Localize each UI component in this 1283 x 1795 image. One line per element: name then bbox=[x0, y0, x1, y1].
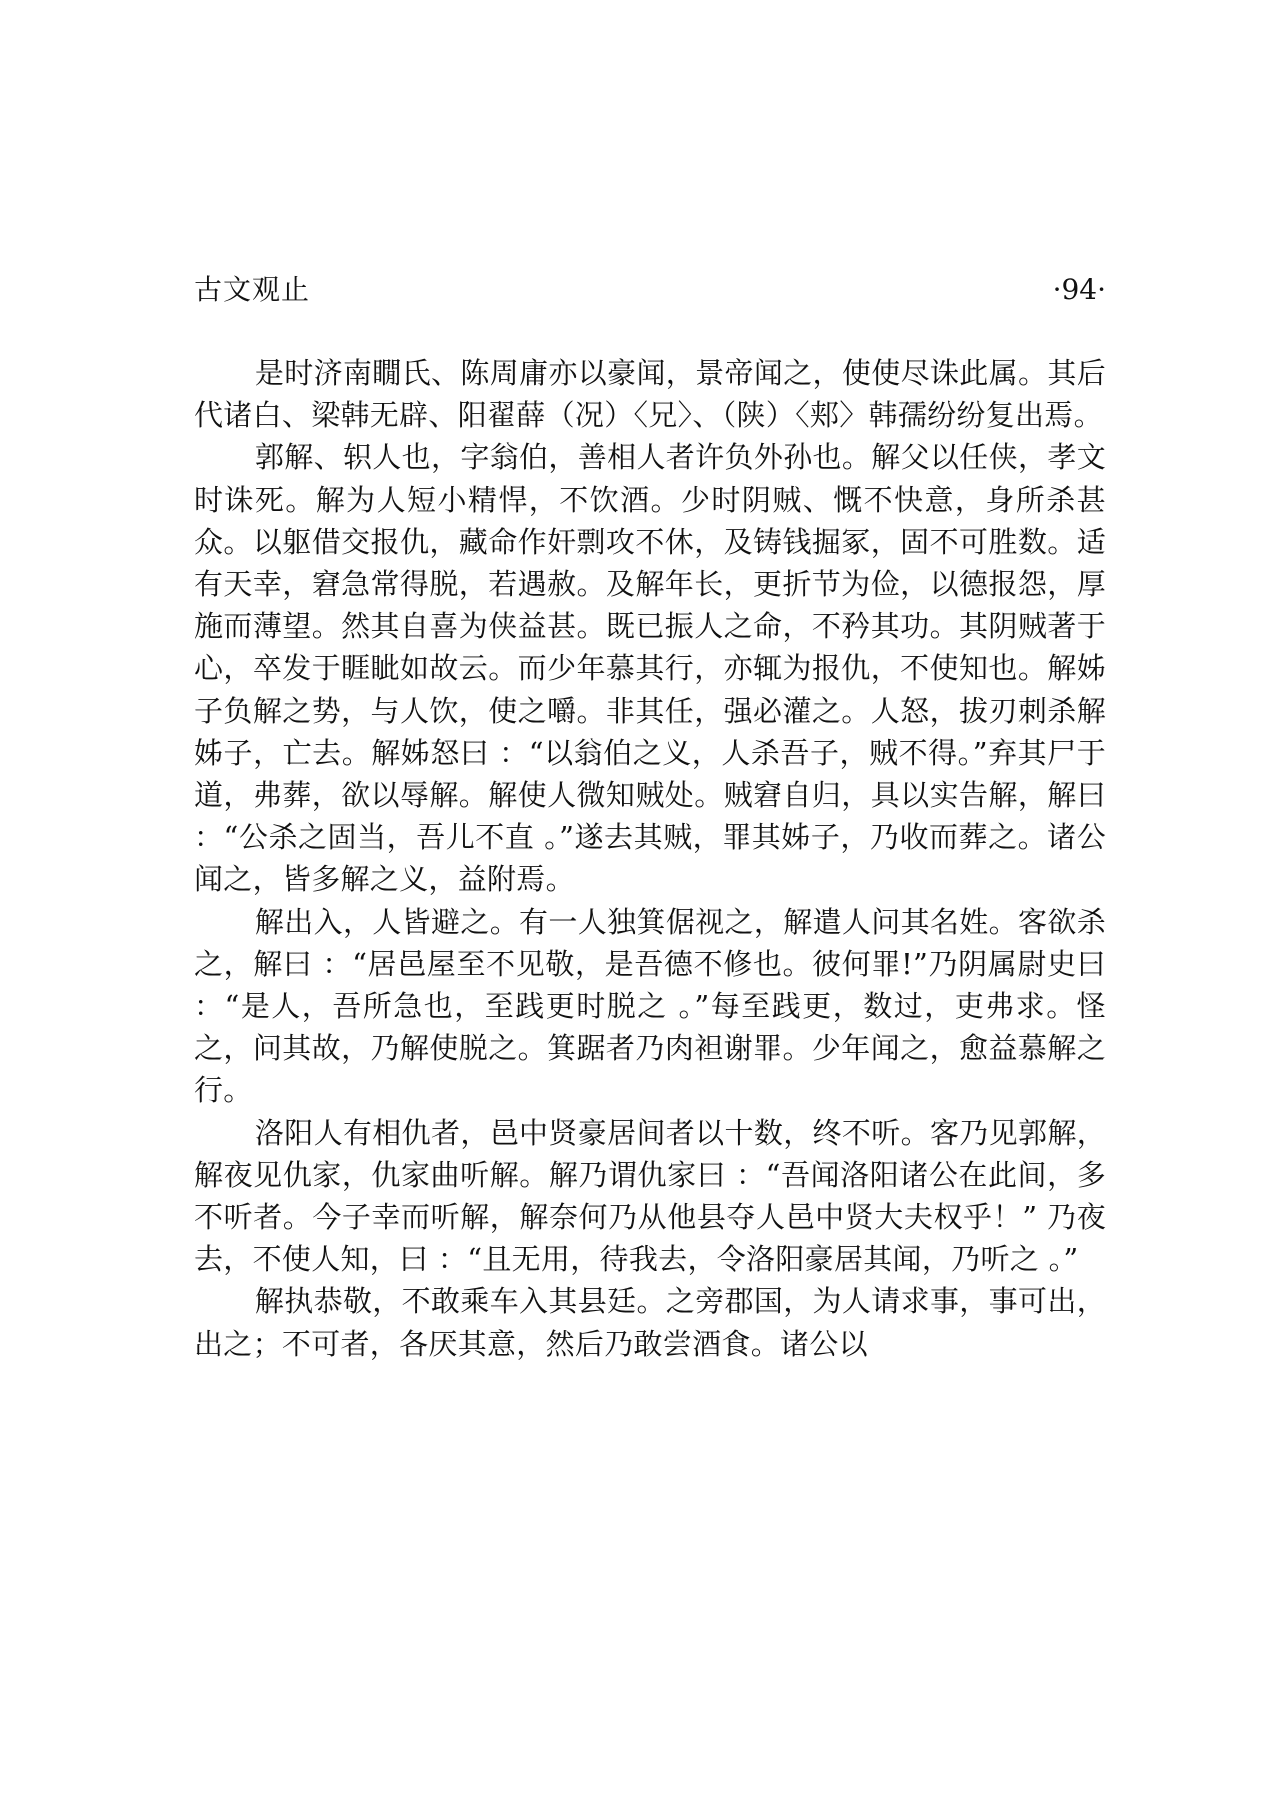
paragraph: 郭解、轵人也，字翁伯，善相人者许负外孙也。解父以任侠，孝文时诛死。解为人短小精悍，不饮酒。少时阴贼、慨不快意，身所杀甚众。以躯借交报仇，藏命作奸剽攻不休，及铸钱掘冢，固不可胜数。适有天幸，窘急常得脱，若遇赦。及解年长，更折节为俭，以德报怨，厚施而薄望。然其自喜为侠益甚。既已振人之命，不矜其功。其阴贼著于心，卒发于睚眦如故云。而少年慕其行，亦辄为报仇，不使知也。解姊子负解之势，与人饮，使之嚼。非其任，强必灌之。人怒，拔刃刺杀解姊子，亡去。解姊怒曰 ：“以翁伯之义，人杀吾子，贼不得。”弃其尸于道，弗葬，欲以辱解。解使人微知贼处。贼窘自归，具以实告解，解曰 ：“公杀之固当，吾儿不直 。”遂去其贼，罪其姊子，乃收而葬之。诸公闻之，皆多解之义，益附焉。 bbox=[194, 440, 1106, 897]
paragraph: 是时济南瞯氏、陈周庸亦以豪闻，景帝闻之，使使尽诛此属。其后代诸白、梁韩无辟、阳翟薛（况）〈兄〉、（陕）〈郏〉韩孺纷纷复出焉。 bbox=[194, 356, 1106, 433]
paragraph: 解出入，人皆避之。有一人独箕倨视之，解遣人问其名姓。客欲杀之，解曰 ：“居邑屋至不见敬，是吾德不修也。彼何罪!”乃阴属尉史曰 ：“是人，吾所急也，至践更时脱之 。”每至践更，数过，吏弗求。怪之，问其故，乃解使脱之。箕踞者乃肉袒谢罪。少年闻之，愈益慕解之行。 bbox=[194, 904, 1106, 1108]
paragraph: 解执恭敬，不敢乘车入其县廷。之旁郡国，为人请求事，事可出，出之；不可者，各厌其意，然后乃敢尝酒食。诸公以 bbox=[194, 1284, 1106, 1361]
book-title: 古文观止 bbox=[194, 273, 311, 306]
page-number: ·94· bbox=[1052, 273, 1106, 306]
page-header bbox=[194, 270, 1106, 314]
paragraph: 洛阳人有相仇者，邑中贤豪居间者以十数，终不听。客乃见郭解，解夜见仇家，仇家曲听解。解乃谓仇家曰 ：“吾闻洛阳诸公在此间，多不听者。今子幸而听解，解奈何乃从他县夺人邑中贤大夫权乎！” 乃夜去，不使人知，曰 ：“且无用，待我去，令洛阳豪居其闻，乃听之 。” bbox=[194, 1115, 1106, 1277]
body-text bbox=[194, 352, 1106, 1365]
